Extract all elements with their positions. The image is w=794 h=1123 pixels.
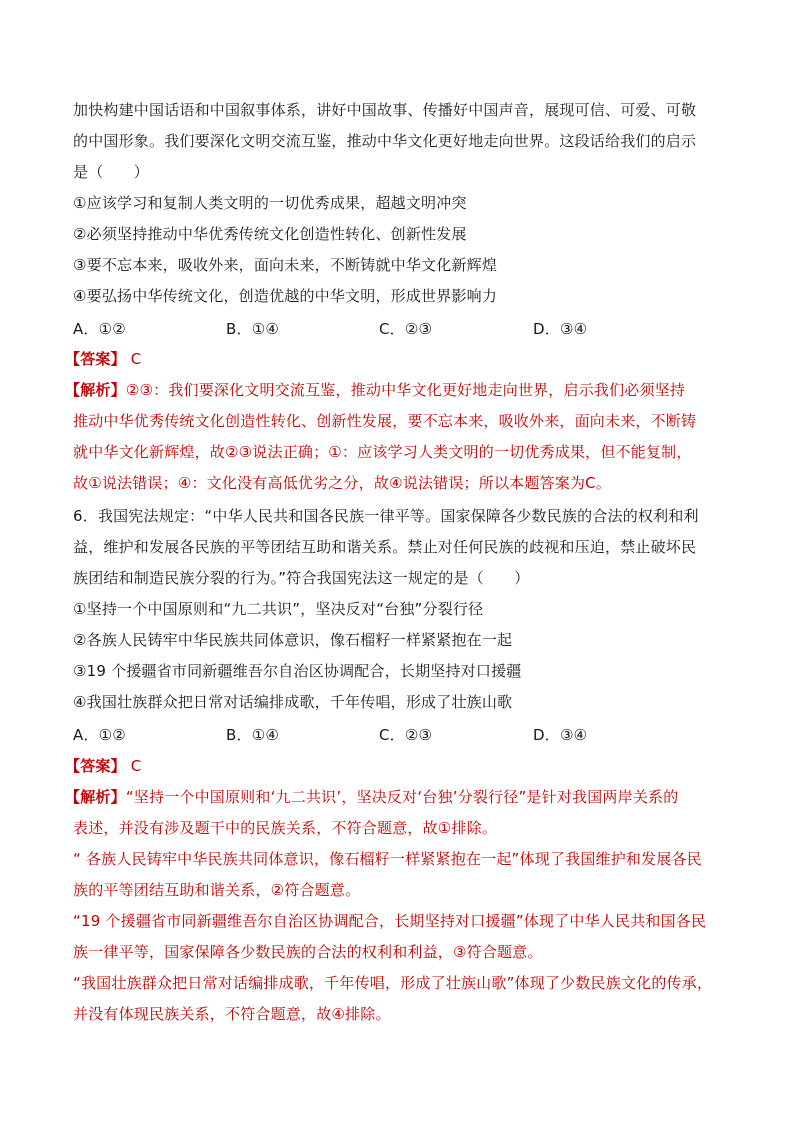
q6-analysis-line-3: “ 各族人民铸牢中华民族共同体意识，像石榴籽一样紧紧抱在一起”体现了我国维护和发展各民 [73, 850, 702, 868]
q5-answer-tag: 【答案】 [65, 350, 126, 368]
q6-analysis-tag: 【解析】 [65, 788, 126, 806]
q6-statement-4: ④我国壮族群众把日常对话编排成歌，千年传唱，形成了壮族山歌 [73, 693, 513, 711]
q6-analysis-line-6: 族一律平等，国家保障各少数民族的合法的权利和利益，③符合题意。 [73, 943, 543, 961]
q5-answer-value: C [130, 350, 142, 368]
q5-stem-line-2: 的中国形象。我们要深化文明交流互鉴，推动中华文化更好地走向世界。这段话给我们的启示 [73, 132, 697, 150]
q6-analysis-line-5: “19 个援疆省市同新疆维吾尔自治区协调配合，长期坚持对口援疆”体现了中华人民共和国各民 [73, 912, 707, 930]
q6-analysis-line-4: 族的平等团结互助和谐关系，②符合题意。 [73, 881, 361, 899]
q6-option-a: A．①② [73, 726, 126, 744]
q5-analysis-line-2: 推动中华优秀传统文化创造性转化、创新性发展，要不忘本来，吸收外来，面向未来，不断铸 [73, 412, 697, 430]
q5-statement-1: ①应该学习和复制人类文明的一切优秀成果，超越文明冲突 [73, 194, 467, 212]
q6-option-c: C．②③ [379, 726, 433, 744]
q6-answer-value: C [130, 757, 142, 775]
q5-analysis-tag: 【解析】 [65, 381, 126, 399]
q6-stem-line-2: 益，维护和发展各民族的平等团结互助和谐关系。禁止对任何民族的歧视和压迫，禁止破坏民 [73, 538, 697, 556]
q6-statement-2: ②各族人民铸牢中华民族共同体意识，像石榴籽一样紧紧抱在一起 [73, 631, 513, 649]
q5-statement-2: ②必须坚持推动中华优秀传统文化创造性转化、创新性发展 [73, 225, 467, 243]
q5-analysis-line-3: 就中华文化新辉煌，故②③说法正确；①：应该学习人类文明的一切优秀成果，但不能复制， [73, 443, 692, 461]
q6-answer-tag: 【答案】 [65, 757, 126, 775]
q6-analysis-line-8: 并没有体现民族关系，不符合题意，故④排除。 [73, 1005, 391, 1023]
q6-stem-line-3: 族团结和制造民族分裂的行为。”符合我国宪法这一规定的是（ ） [73, 569, 530, 587]
q5-analysis-line-1 [65, 380, 685, 400]
q6-analysis-text-1: “坚持一个中国原则和‘九二共识’，坚决反对‘台独’分裂行径”是针对我国两岸关系的 [125, 788, 679, 806]
q5-statement-3: ③要不忘本来，吸收外来，面向未来，不断铸就中华文化新辉煌 [73, 256, 498, 274]
q5-analysis-text-1: ②③：我们要深化文明交流互鉴，推动中华文化更好地走向世界，启示我们必须坚持 [125, 381, 686, 399]
q5-option-d: D．③④ [533, 320, 588, 338]
q6-analysis-line-1 [65, 787, 678, 807]
q6-statement-3: ③19 个援疆省市同新疆维吾尔自治区协调配合，长期坚持对口援疆 [73, 662, 522, 680]
q6-stem-line-1: 6．我国宪法规定：“中华人民共和国各民族一律平等。国家保障各少数民族的合法的权利和利 [73, 507, 699, 525]
q6-option-b: B．①④ [226, 726, 279, 744]
q5-option-c: C．②③ [379, 320, 433, 338]
q5-analysis-line-4: 故①说法错误；④：文化没有高低优劣之分，故④说法错误；所以本题答案为C。 [73, 474, 612, 492]
q6-answer [65, 756, 141, 776]
q6-option-d: D．③④ [533, 726, 588, 744]
q5-stem-line-1: 加快构建中国话语和中国叙事体系，讲好中国故事、传播好中国声音，展现可信、可爱、可敬 [73, 101, 697, 119]
q5-option-a: A．①② [73, 320, 126, 338]
q5-answer [65, 349, 141, 369]
q5-option-b: B．①④ [226, 320, 279, 338]
q5-stem-line-3: 是（ ） [73, 163, 150, 181]
q5-statement-4: ④要弘扬中华传统文化，创造优越的中华文明，形成世界影响力 [73, 287, 498, 305]
q6-analysis-line-2: 表述，并没有涉及题干中的民族关系，不符合题意，故①排除。 [73, 819, 498, 837]
q6-statement-1: ①坚持一个中国原则和“九二共识”，坚决反对“台独”分裂行径 [73, 600, 484, 618]
q6-analysis-line-7: “我国壮族群众把日常对话编排成歌，千年传唱，形成了壮族山歌”体现了少数民族文化的传承， [73, 974, 713, 992]
